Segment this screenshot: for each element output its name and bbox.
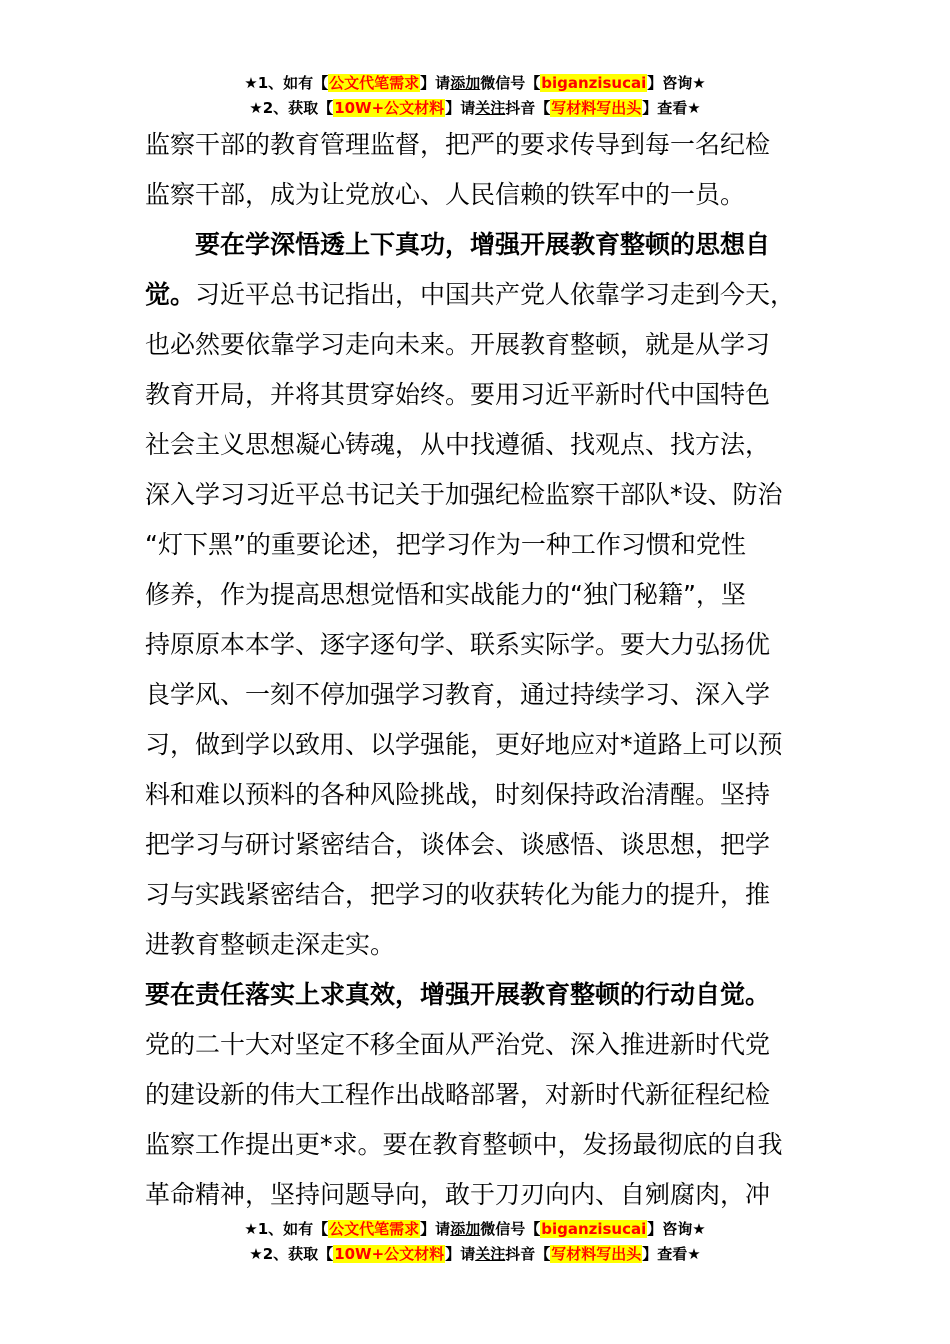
banner-text: 】请 [445,99,476,117]
text-line: 良学风、一刻不停加强学习教育，通过持续学习、深入学 [145,680,771,709]
section-heading-end: 觉。 [145,280,196,309]
text-line: “灯下黑”的重要论述，把学习作为一种工作习惯和党性 [145,530,746,559]
banner-highlight: 写材料写出头 [551,99,642,117]
banner-text: 微信号【 [480,1220,541,1238]
banner-text: 抖音【 [505,1245,551,1263]
banner-highlight: biganzisucai [541,1220,647,1238]
banner-text: 】查看★ [642,99,701,117]
text-line: 也必然要依靠学习走向未来。开展教育整顿，就是从学习 [145,330,771,359]
text-line: 把学习与研讨紧密结合，谈体会、谈感悟、谈思想，把学 [145,830,771,859]
banner-underlined: 关注 [475,99,506,117]
footer-banner [0,1217,950,1267]
text-line: 的建设新的伟大工程作出战略部署，对新时代新征程纪检 [145,1080,771,1109]
banner-underlined: 添加 [450,1220,481,1238]
banner-text: 】查看★ [642,1245,701,1263]
section-heading: 要在学深悟透上下真功，增强开展教育整顿的思想自 [195,230,771,259]
banner-underlined: 添加 [450,74,481,92]
banner-text: ★2、获取【 [249,99,334,117]
banner-line-2 [0,96,950,121]
text-line: 监察工作提出更*求。要在教育整顿中，发扬最彻底的自我 [145,1130,783,1159]
section-heading: 要在责任落实上求真效，增强开展教育整顿的行动自觉。 [145,980,771,1009]
header-banner [0,71,950,121]
text-line-rest: 习近平总书记指出，中国共产党人依靠学习走到今天， [195,280,796,309]
banner-text: 】请 [420,74,451,92]
banner-text: ★1、如有【 [244,1220,329,1238]
banner-text: 】请 [445,1245,476,1263]
banner-text: 抖音【 [505,99,551,117]
banner-text: ★2、获取【 [249,1245,334,1263]
text-line: 社会主义思想凝心铸魂，从中找遵循、找观点、找方法， [145,430,771,459]
document-body [145,120,835,1220]
text-line: 持原原本本学、逐字逐句学、联系实际学。要大力弘扬优 [145,630,771,659]
text-line: 监察干部，成为让党放心、人民信赖的铁军中的一员。 [145,180,746,209]
text-line: 修养，作为提高思想觉悟和实战能力的“独门秘籍”，坚 [145,580,746,609]
banner-highlight: 公文代笔需求 [329,74,420,92]
banner-underlined: 关注 [475,1245,506,1263]
banner-highlight: 10W+公文材料 [334,1245,445,1263]
banner-text: 微信号【 [480,74,541,92]
banner-text: ★1、如有【 [244,74,329,92]
text-line: 教育开局，并将其贯穿始终。要用习近平新时代中国特色 [145,380,771,409]
banner-highlight: biganzisucai [541,74,647,92]
banner-text: 】咨询★ [647,1220,706,1238]
banner-highlight: 写材料写出头 [551,1245,642,1263]
banner-line-1 [0,1217,950,1242]
text-line: 监察干部的教育管理监督，把严的要求传导到每一名纪检 [145,130,771,159]
banner-text: 】请 [420,1220,451,1238]
banner-line-2 [0,1242,950,1267]
text-line: 深入学习习近平总书记关于加强纪检监察干部队*设、防治 [145,480,783,509]
text-line: 习与实践紧密结合，把学习的收获转化为能力的提升，推 [145,880,771,909]
banner-highlight: 公文代笔需求 [329,1220,420,1238]
text-line: 党的二十大对坚定不移全面从严治党、深入推进新时代党 [145,1030,771,1059]
text-line: 革命精神，坚持问题导向，敢于刀刃向内、自剜腐肉，冲 [145,1180,771,1209]
text-line [145,270,835,320]
banner-highlight: 10W+公文材料 [334,99,445,117]
text-line: 习，做到学以致用、以学强能，更好地应对*道路上可以预 [145,730,783,759]
banner-text: 】咨询★ [647,74,706,92]
banner-line-1 [0,71,950,96]
text-line: 进教育整顿走深走实。 [145,930,396,959]
text-line: 料和难以预料的各种风险挑战，时刻保持政治清醒。坚持 [145,780,771,809]
